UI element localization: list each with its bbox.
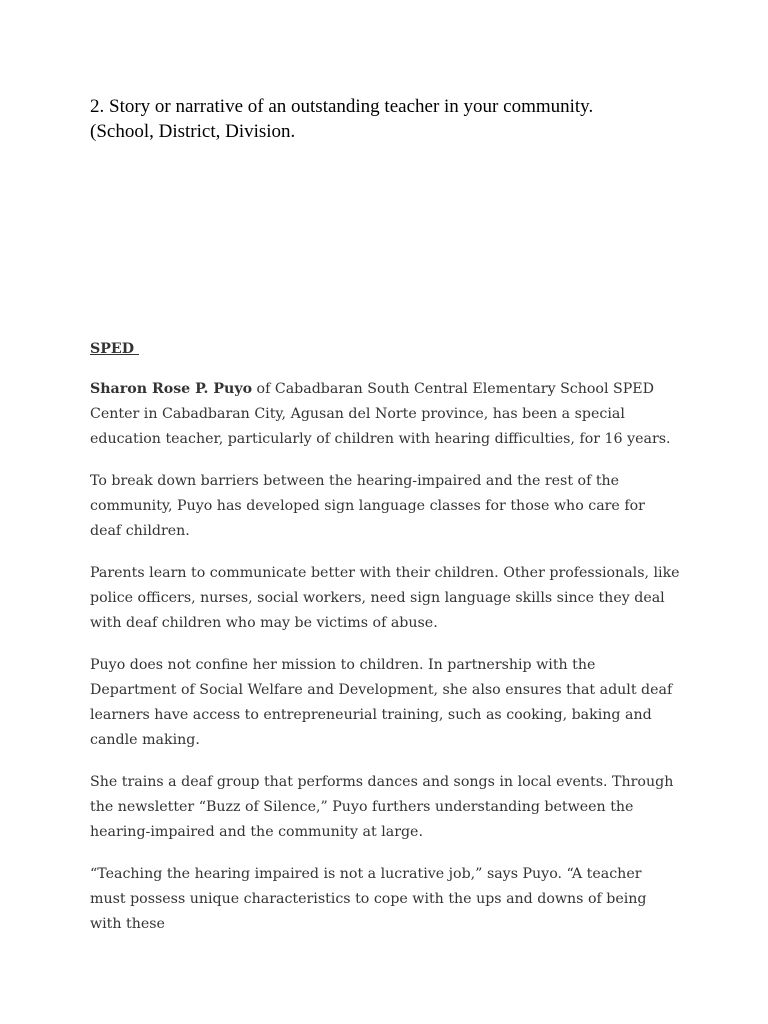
- teacher-name: Sharon Rose P. Puyo: [90, 381, 253, 397]
- body-paragraph: Parents learn to communicate better with their children. Other professionals, like police officers, nurses, social workers, need sign language skills since they deal with deaf children who may be victims of abuse.: [90, 565, 680, 631]
- intro-text: of Cabadbaran South Central Elementary School SPED Center in Cabadbaran City, Agusan del Norte province, has been a special education teacher, particularly of children with hearing difficulties, for 16 years.: [90, 381, 671, 447]
- heading-line-2: (School, District, Division.: [90, 121, 296, 142]
- intro-paragraph: [90, 377, 680, 452]
- document-heading: [90, 94, 690, 144]
- body-paragraph: She trains a deaf group that performs dances and songs in local events. Through the newsletter “Buzz of Silence,” Puyo furthers understanding between the hearing-impaired and the community at large.: [90, 774, 674, 840]
- section-label-sped: SPED: [90, 341, 139, 357]
- body-paragraph: Puyo does not confine her mission to children. In partnership with the Department of Social Welfare and Development, she also ensures that adult deaf learners have access to entrepreneurial training, such as cooking, baking and candle making.: [90, 657, 673, 748]
- body-paragraph: “Teaching the hearing impaired is not a lucrative job,” says Puyo. “A teacher must possess unique characteristics to cope with the ups and downs of being with these: [90, 866, 647, 932]
- document-body: [90, 337, 680, 954]
- heading-line-1: 2. Story or narrative of an outstanding teacher in your community.: [90, 96, 594, 117]
- body-paragraph: To break down barriers between the hearing-impaired and the rest of the community, Puyo has developed sign language classes for those who care for deaf children.: [90, 473, 645, 539]
